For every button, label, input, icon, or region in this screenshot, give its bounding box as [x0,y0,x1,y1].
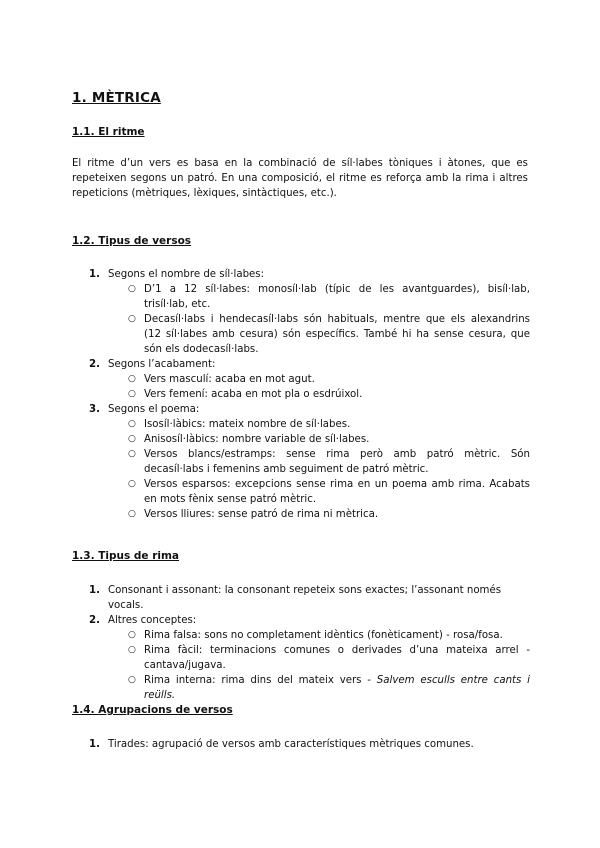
list-item: 2. Altres conceptes: [89,615,197,626]
sub-list-item: ○ Rima fàcil: terminacions comunes o derivades d’una mateixa arrel - cantava/jugava. [128,645,530,671]
sub-list-item: ○ Vers masculí: acaba en mot agut. [128,374,315,385]
circle-bullet-icon: ○ [128,630,136,640]
sub-list-item: ○ Isosíl·làbics: mateix nombre de síl·labes. [128,419,351,430]
page-title: 1. MÈTRICA [72,90,161,106]
circle-bullet-icon: ○ [128,449,136,459]
list-item: 2. Segons l’acabament: [89,359,216,370]
list-agrupacions [72,737,530,752]
circle-bullet-icon: ○ [128,314,136,324]
section-heading-tipus-versos: 1.2. Tipus de versos [72,235,192,247]
sub-list-item: ○ Versos lliures: sense patró de rima ni mètrica. [128,509,379,520]
circle-bullet-icon: ○ [128,509,136,519]
sub-list-item: ○ Versos blancs/estramps: sense rima però amb patró mètric. Són decasíl·labs i femenins amb seguiment de patró mètric. [128,449,530,475]
sub-list-item: ○ Rima interna: rima dins del mateix vers - Salvem esculls entre cants i reülls. [128,675,530,701]
sub-list-item: ○ Vers femení: acaba en mot pla o esdrúixol. [128,389,363,400]
circle-bullet-icon: ○ [128,479,136,489]
circle-bullet-icon: ○ [128,675,136,685]
example-quote: Salvem esculls entre cants i reülls. [144,675,530,701]
list-tipus-rima [72,583,530,703]
sub-list-item: ○ Anisosíl·làbics: nombre variable de síl·labes. [128,434,370,445]
sub-list-item: ○ D’1 a 12 síl·labes: monosíl·lab (típic de les avantguardes), bisíl·lab, trisíl·lab, etc. [128,284,530,310]
list-item: 1. Consonant i assonant: la consonant repeteix sons exactes; l’assonant només vocals. [89,585,502,611]
circle-bullet-icon: ○ [128,284,136,294]
list-tipus-versos [72,267,530,522]
circle-bullet-icon: ○ [128,434,136,444]
sub-list-item: ○ Rima falsa: sons no completament idèntics (fonèticament) - rosa/fosa. [128,630,503,641]
circle-bullet-icon: ○ [128,389,136,399]
sub-list-item: ○ Decasíl·labs i hendecasíl·labs són habituals, mentre que els alexandrins (12 síl·labes amb cesura) són específics. També hi ha sense cesura, que són els dodecasíl·labs. [128,314,530,355]
section-heading-agrupacions: 1.4. Agrupacions de versos [72,704,233,716]
section-heading-tipus-rima: 1.3. Tipus de rima [72,550,179,562]
list-item: 3. Segons el poema: [89,404,200,415]
sub-list-item: ○ Versos esparsos: excepcions sense rima en un poema amb rima. Acabats en mots fènix sense patró mètric. [128,479,530,505]
circle-bullet-icon: ○ [128,374,136,384]
list-item: 1. Tirades: agrupació de versos amb característiques mètriques comunes. [89,739,474,750]
list-item: 1. Segons el nombre de síl·labes: [89,269,265,280]
circle-bullet-icon: ○ [128,419,136,429]
circle-bullet-icon: ○ [128,645,136,655]
section-paragraph-ritme: El ritme d’un vers es basa en la combinació de síl·labes tòniques i àtones, que es repeteixen segons un patró. En una composició, el ritme es reforça amb la rima i altres repeticions (mètriques, lèxiques, sintàctiques, etc.). [72,158,528,199]
section-heading-ritme: 1.1. El ritme [72,126,145,138]
